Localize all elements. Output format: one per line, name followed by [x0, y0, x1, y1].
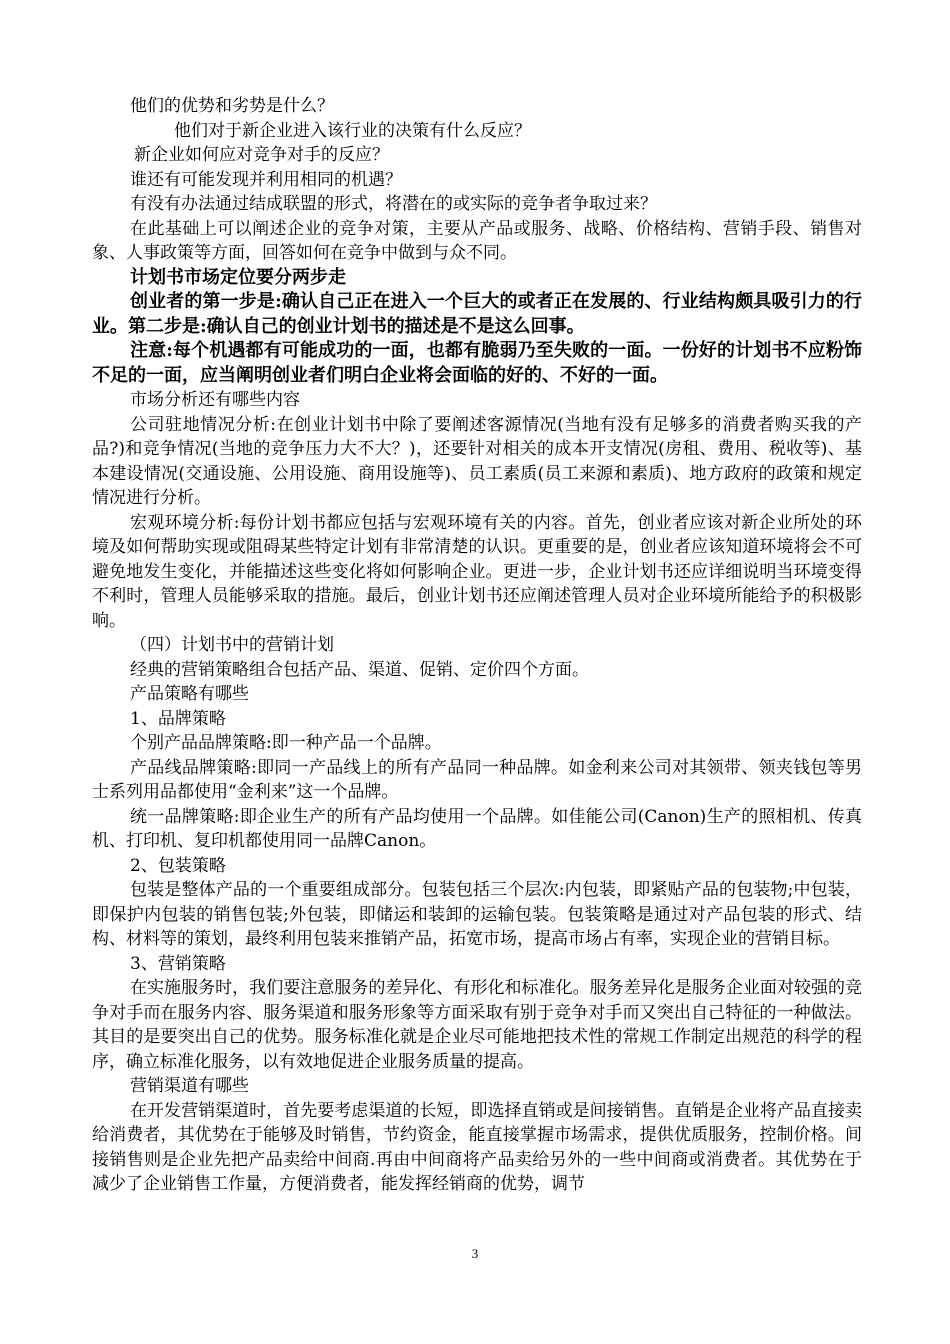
heading-marketing-channels: 营销渠道有哪些: [130, 1076, 249, 1096]
heading-brand-strategy: 1、品牌策略: [130, 708, 226, 729]
paragraph-channels: 在开发营销渠道时，首先要考虑渠道的长短，即选择直销或是间接销售。直销是企业将产品直接卖给消费者，其优势在于能够及时销售，节约资金，能直接掌握市场需求，提供优质服务，控制价格。间接销售则是企业先把产品卖给中间商.再由中间商将产品卖给另外的一些中间商或消费者。其优势在于减少了企业销售工作量，方便消费者，能发挥经销商的优势，调节: [92, 1100, 862, 1194]
paragraph-unified-brand: 统一品牌策略:即企业生产的所有产品均使用一个品牌。如佳能公司(Canon)生产的照相机、传真机、打印机、复印机都使用同一品牌Canon。: [92, 806, 862, 851]
paragraph-two-steps: 创业者的第一步是:确认自己正在进入一个巨大的或者正在发展的、行业结构颇具吸引力的行业。第二步是:确认自己的创业计划书的描述是不是这么回事。: [92, 291, 862, 337]
paragraph-service: 在实施服务时，我们要注意服务的差异化、有形化和标准化。服务差异化是服务企业面对较强的竞争对手而在服务内容、服务渠道和服务形象等方面采取有别于竞争对手而又突出自己特征的一种做法。其目的是要突出自己的优势。服务标准化就是企业尽可能地把技术性的常规工作制定出规范的科学的程序，确立标准化服务，以有效地促进企业服务质量的提高。: [92, 978, 862, 1072]
paragraph-competitive-strategy: 在此基础上可以阐述企业的竞争对策，主要从产品或服务、战略、价格结构、营销手段、销售对象、人事政策等方面，回答如何在竞争中做到与众不同。: [92, 218, 862, 263]
paragraph-macro-environment: 宏观环境分析:每份计划书都应包括与宏观环境有关的内容。首先，创业者应该对新企业所处的环境及如何帮助实现或阻碍某些特定计划有非常清楚的认识。更重要的是，创业者应该知道环境将会不可避免地发生变化，并能描述这些变化将如何影响企业。更进一步，企业计划书还应详细说明当环境变得不利时，管理人员能够采取的措施。最后，创业计划书还应阐述管理人员对企业环境所能给予的积极影响。: [92, 512, 862, 631]
heading-marketing-strategy: 3、营销策略: [130, 953, 226, 974]
paragraph-marketing-mix: 经典的营销策略组合包括产品、渠道、促销、定价四个方面。: [130, 659, 589, 680]
page-number: 3: [471, 1246, 479, 1261]
paragraph-location-analysis: 公司驻地情况分析:在创业计划书中除了要阐述客源情况(当地有没有足够多的消费者购买我的产品?)和竞争情况(当地的竞争压力大不大？)，还要针对相关的成本开支情况(房租、费用、税收等)、基本建设情况(交通设施、公用设施、商用设施等)、员工素质(员工来源和素质)、地方政府的政策和规定情况进行分析。: [92, 414, 862, 508]
page-content: [92, 94, 862, 1197]
heading-product-strategy: 产品策略有哪些: [130, 684, 249, 704]
paragraph-respond-competitors: 新企业如何应对竞争对手的反应？: [134, 145, 389, 165]
paragraph-note: 注意:每个机遇都有可能成功的一面，也都有脆弱乃至失败的一面。一份好的计划书不应粉饰不足的一面，应当阐明创业者们明白企业将会面临的好的、不好的一面。: [92, 340, 862, 386]
paragraph-same-opportunity: 谁还有可能发现并利用相同的机遇？: [130, 169, 402, 190]
heading-marketing-plan: （四）计划书中的营销计划: [130, 635, 334, 655]
paragraph-packaging: 包装是整体产品的一个重要组成部分。包装包括三个层次:内包装，即紧贴产品的包装物;中包装，即保护内包装的销售包装;外包装，即储运和装卸的运输包装。包装策略是通过对产品包装的形式、结构、材料等的策划，最终利用包装来推销产品，拓宽市场，提高市场占有率，实现企业的营销目标。: [92, 880, 862, 949]
paragraph-competitor-reaction: 他们对于新企业进入该行业的决策有什么反应？: [174, 120, 531, 141]
heading-market-analysis: 市场分析还有哪些内容: [130, 390, 300, 410]
paragraph-alliance: 有没有办法通过结成联盟的形式，将潜在的或实际的竞争者争取过来？: [130, 194, 657, 214]
paragraph-product-line-brand: 产品线品牌策略:即同一产品线上的所有产品同一种品牌。如金利来公司对其领带、领夹钱包等男士系列用品都使用“金利来”这一个品牌。: [92, 757, 862, 802]
paragraph-strengths-weaknesses: 他们的优势和劣势是什么？: [130, 96, 334, 116]
paragraph-individual-brand: 个别产品品牌策略:即一种产品一个品牌。: [130, 733, 442, 753]
heading-packaging-strategy: 2、包装策略: [130, 855, 226, 876]
heading-market-positioning: 计划书市场定位要分两步走: [130, 266, 346, 288]
